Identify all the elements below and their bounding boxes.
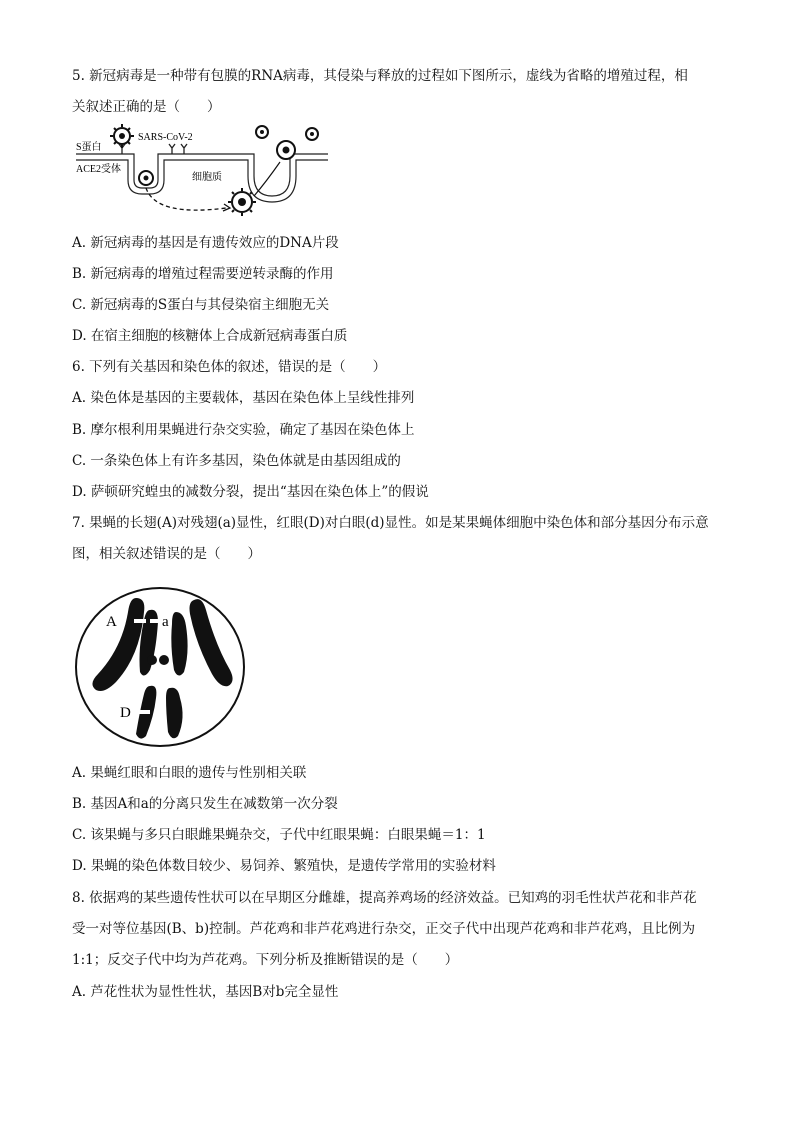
q6-option-c: C. 一条染色体上有许多基因，染色体就是由基因组成的 xyxy=(72,453,401,469)
q5-option-c: C. 新冠病毒的S蛋白与其侵染宿主细胞无关 xyxy=(72,297,330,313)
fig-label-cytoplasm: 细胞质 xyxy=(192,172,222,183)
q8-stem-line2: 受一对等位基因(B、b)控制。芦花鸡和非芦花鸡进行杂交，正交子代中出现芦花鸡和非芦花鸡，且比例为 xyxy=(72,921,696,937)
q7-option-c: C. 该果蝇与多只白眼雌果蝇杂交，子代中红眼果蝇：白眼果蝇＝1：1 xyxy=(72,827,486,843)
gene-label-D: D xyxy=(120,705,131,721)
q7-stem-line2: 图，相关叙述错误的是（ ） xyxy=(72,546,261,562)
virus-particle-2-icon xyxy=(139,171,153,185)
fig-label-ace2: ACE2受体 xyxy=(76,164,121,175)
q6-option-d: D. 萨顿研究蝗虫的减数分裂，提出“基因在染色体上”的假说 xyxy=(72,484,429,500)
gene-label-A: A xyxy=(106,614,117,630)
q5-option-d: D. 在宿主细胞的核糖体上合成新冠病毒蛋白质 xyxy=(72,328,348,344)
virus-particle-6-icon xyxy=(306,128,318,140)
q7-option-a: A. 果蝇红眼和白眼的遗传与性别相关联 xyxy=(72,765,307,781)
q6-option-a: A. 染色体是基因的主要载体，基因在染色体上呈线性排列 xyxy=(72,390,415,406)
q5-virus-figure xyxy=(76,122,328,222)
fig-label-virus: SARS-CoV-2 xyxy=(138,132,193,143)
fig-label-s-protein: S蛋白 xyxy=(76,142,102,153)
q5-option-a: A. 新冠病毒的基因是有遗传效应的DNA片段 xyxy=(72,235,339,251)
virus-particle-1-icon xyxy=(110,124,134,148)
q8-stem-line3: 1:1；反交子代中均为芦花鸡。下列分析及推断错误的是（ ） xyxy=(72,952,459,968)
q6-option-b: B. 摩尔根利用果蝇进行杂交实验，确定了基因在染色体上 xyxy=(72,422,415,438)
q7-option-d: D. 果蝇的染色体数目较少、易饲养、繁殖快，是遗传学常用的实验材料 xyxy=(72,858,496,874)
q8-stem-line1: 8. 依据鸡的某些遗传性状可以在早期区分雌雄，提高养鸡场的经济效益。已知鸡的羽毛性状芦花和非芦花 xyxy=(72,890,697,906)
virus-particle-4-icon xyxy=(277,141,295,159)
q5-stem-line1: 5. 新冠病毒是一种带有包膜的RNA病毒，其侵染与释放的过程如下图所示，虚线为省略的增殖过程，相 xyxy=(72,68,688,84)
q5-option-b: B. 新冠病毒的增殖过程需要逆转录酶的作用 xyxy=(72,266,334,282)
q6-stem: 6. 下列有关基因和染色体的叙述，错误的是（ ） xyxy=(72,359,387,375)
q7-stem-line1: 7. 果蝇的长翅(A)对残翅(a)显性，红眼(D)对白眼(d)显性。如是某果蝇体细胞中染色体和部分基因分布示意 xyxy=(72,515,709,531)
virus-particle-5-icon xyxy=(256,126,268,138)
q5-stem-line2: 关叙述正确的是（ ） xyxy=(72,99,221,115)
q8-option-a: A. 芦花性状为显性性状，基因B对b完全显性 xyxy=(72,984,339,1000)
q7-chromosome-figure xyxy=(74,586,246,748)
q7-option-b: B. 基因A和a的分离只发生在减数第一次分裂 xyxy=(72,796,338,812)
gene-label-a: a xyxy=(162,614,169,630)
virus-particle-3-icon xyxy=(228,188,256,216)
